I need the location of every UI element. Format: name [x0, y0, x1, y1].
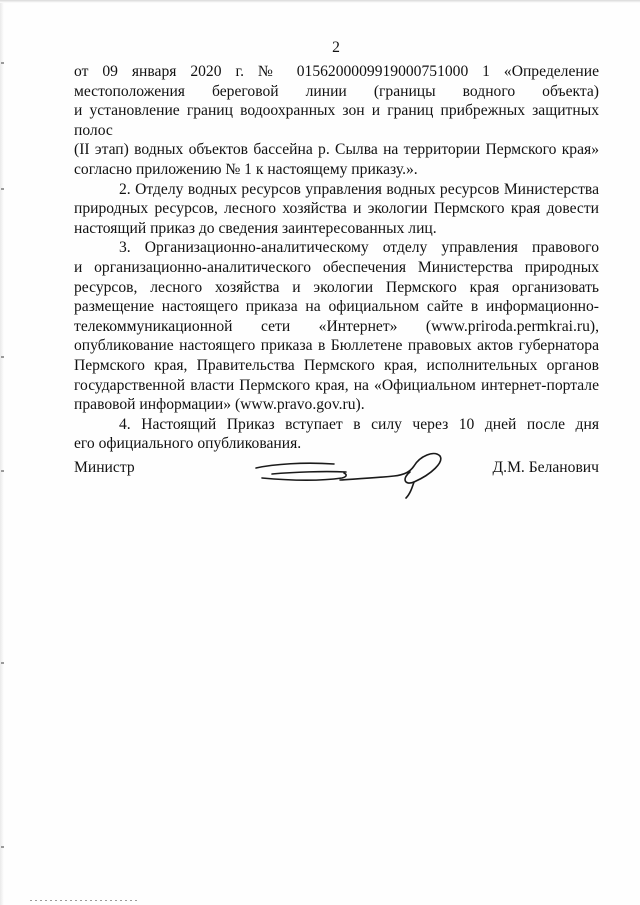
margin-tick: [1, 62, 4, 64]
text-line: (II этап) водных объектов бассейна р. Сылва на территории Пермского края»: [74, 141, 599, 159]
signer-title: Министр: [74, 459, 135, 476]
text-line: ресурсов, лесного хозяйства и экологии Пермского края организовать: [74, 278, 599, 296]
text-line: государственной власти Пермского края, на «Официальном интернет-портале: [74, 376, 599, 394]
text-line: и организационно-аналитического обеспечения Министерства природных: [74, 258, 599, 276]
page-number: 2: [332, 39, 340, 56]
paragraph-item-3: [74, 238, 599, 414]
margin-tick: [1, 188, 4, 190]
signature-block: [74, 458, 599, 528]
scan-edge-bottom: [30, 900, 140, 901]
handwritten-signature: [254, 442, 454, 502]
text-line: его официального опубликования.: [74, 435, 302, 453]
text-line: телекоммуникационной сети «Интернет» (www.priroda.permkrai.ru),: [74, 317, 599, 335]
text-line: Пермского края, Правительства Пермского края, исполнительных органов: [74, 356, 599, 374]
signer-name: Д.М. Беланович: [492, 459, 599, 476]
scan-edge-top: [0, 0, 640, 3]
paragraph-item-2: [74, 180, 599, 239]
text-line: 4. Настоящий Приказ вступает в силу через 10 дней после дня: [119, 415, 599, 433]
margin-tick: [1, 662, 4, 664]
text-line: 2. Отделу водных ресурсов управления водных ресурсов Министерства: [119, 180, 599, 198]
text-line: настоящий приказ до сведения заинтересованных лиц.: [74, 219, 437, 237]
margin-tick: [1, 470, 4, 472]
text-line: опубликование настоящего приказа в Бюллетене правовых актов губернатора: [74, 337, 599, 355]
margin-tick: [1, 356, 4, 358]
text-line: местоположения береговой линии (границы водного объекта): [74, 82, 599, 100]
text-line: и установление границ водоохранных зон и границ прибрежных защитных полос: [74, 102, 599, 139]
document-body: [74, 62, 599, 454]
text-line: правовой информации» (www.pravo.gov.ru).: [74, 396, 365, 414]
text-line: согласно приложению № 1 к настоящему приказу.».: [74, 160, 418, 178]
scan-edge-left: [0, 0, 4, 905]
margin-tick: [1, 846, 4, 848]
text-line: размещение настоящего приказа на официальном сайте в информационно-: [74, 298, 599, 316]
paragraph-continuation: [74, 62, 599, 180]
text-line: 3. Организационно-аналитическому отделу управления правового: [119, 239, 599, 257]
text-line: природных ресурсов, лесного хозяйства и экологии Пермского края довести: [74, 200, 599, 218]
text-line: от 09 января 2020 г. № 0156200009919000751000 1 «Определение: [74, 63, 599, 80]
